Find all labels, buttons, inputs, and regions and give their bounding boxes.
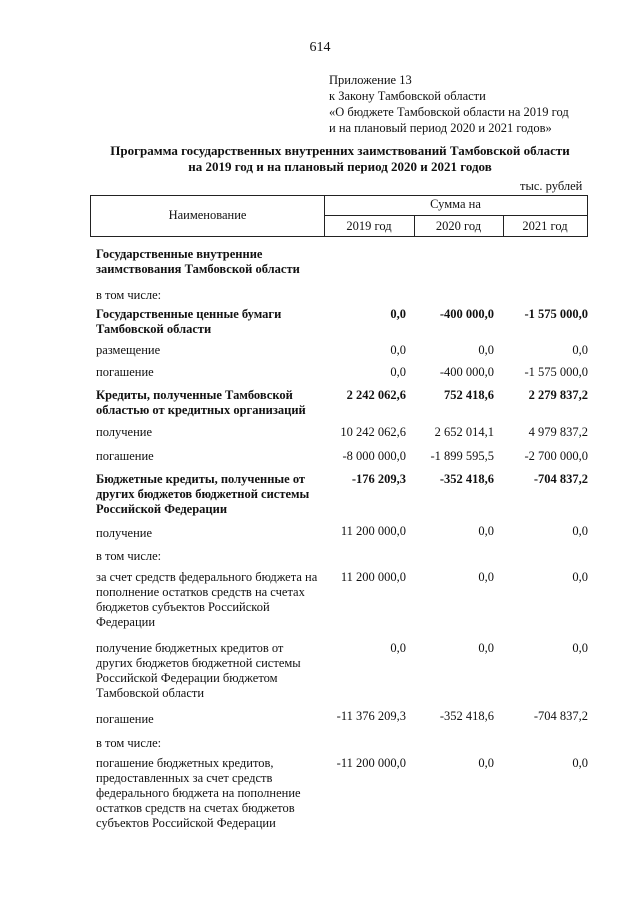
row-name: за счет средств федерального бюджета на пополнение остатков средств на счетах бюджетов субъектов Российской Федерации	[96, 570, 318, 629]
value-2021: -1 575 000,0	[524, 365, 588, 379]
row-name: получение	[96, 425, 153, 439]
page-number: 614	[309, 40, 331, 55]
value-2020: 0,0	[478, 343, 494, 357]
value-2021: 0,0	[572, 756, 588, 770]
row-name: погашение бюджетных кредитов, предоставленных за счет средств федерального бюджета на пополнение остатков средств на счетах бюджетов субъектов Российской Федерации	[96, 756, 301, 830]
row-name: в том числе:	[96, 549, 162, 563]
header-sum: Сумма на	[430, 197, 481, 211]
row-name: размещение	[96, 343, 161, 357]
appendix-line: «О бюджете Тамбовской области на 2019 год	[329, 105, 569, 119]
row-name: Государственные внутренние заимствования Тамбовской области	[96, 247, 300, 276]
units-label: тыс. рублей	[520, 179, 583, 193]
title-line-1: Программа государственных внутренних заимствований Тамбовской области	[110, 143, 570, 158]
value-2019: 0,0	[390, 365, 406, 379]
value-2021: 2 279 837,2	[528, 388, 588, 402]
document-title	[90, 143, 590, 175]
row-name: погашение	[96, 449, 154, 463]
value-2020: 0,0	[478, 756, 494, 770]
header-year: 2021 год	[522, 219, 568, 233]
value-2021: 0,0	[572, 641, 588, 655]
value-2020: -400 000,0	[439, 365, 494, 379]
header-divider	[324, 215, 587, 216]
row-name: Бюджетные кредиты, полученные от других бюджетов бюджетной системы Российской Федерации	[96, 472, 310, 516]
value-2021: 0,0	[572, 570, 588, 584]
appendix-line: к Закону Тамбовской области	[329, 89, 486, 103]
value-2021: 0,0	[572, 343, 588, 357]
value-2021: -704 837,2	[533, 709, 588, 723]
row-name: погашение	[96, 712, 154, 726]
row-name: в том числе:	[96, 736, 162, 750]
row-name: Государственные ценные бумаги Тамбовской области	[96, 307, 282, 336]
value-2020: 0,0	[478, 570, 494, 584]
row-name: получение бюджетных кредитов от других бюджетов бюджетной системы Российской Федерации бюджетом Тамбовской области	[96, 641, 301, 700]
value-2019: -8 000 000,0	[342, 449, 406, 463]
value-2020: -400 000,0	[439, 307, 494, 321]
value-2019: 0,0	[390, 343, 406, 357]
row-name: в том числе:	[96, 288, 162, 302]
header-year: 2020 год	[435, 219, 482, 233]
appendix-line: и на плановый период 2020 и 2021 годов»	[329, 121, 552, 135]
value-2021: 4 979 837,2	[528, 425, 588, 439]
table-header	[90, 195, 588, 237]
value-2020: -352 418,6	[439, 709, 494, 723]
value-2019: 10 242 062,6	[340, 425, 406, 439]
header-name: Наименование	[168, 208, 247, 222]
value-2019: -176 209,3	[351, 472, 406, 486]
row-name: погашение	[96, 365, 154, 379]
value-2021: -2 700 000,0	[524, 449, 588, 463]
row-name: получение	[96, 526, 153, 540]
value-2020: 2 652 014,1	[434, 425, 494, 439]
appendix-note	[329, 72, 569, 136]
row-name: Кредиты, полученные Тамбовской областью от кредитных организаций	[96, 388, 306, 417]
value-2020: 0,0	[478, 524, 494, 538]
value-2021: -704 837,2	[533, 472, 588, 486]
value-2020: -1 899 595,5	[430, 449, 494, 463]
value-2019: 0,0	[390, 641, 406, 655]
appendix-line: Приложение 13	[329, 73, 412, 87]
value-2020: 0,0	[478, 641, 494, 655]
value-2021: -1 575 000,0	[524, 307, 588, 321]
value-2021: 0,0	[572, 524, 588, 538]
value-2019: 2 242 062,6	[346, 388, 406, 402]
header-year: 2019 год	[346, 219, 392, 233]
value-2020: -352 418,6	[439, 472, 494, 486]
value-2019: -11 200 000,0	[336, 756, 406, 770]
title-line-2: на 2019 год и на плановый период 2020 и 2021 годов	[188, 159, 492, 174]
value-2020: 752 418,6	[444, 388, 494, 402]
value-2019: 11 200 000,0	[340, 524, 406, 538]
value-2019: -11 376 209,3	[336, 709, 406, 723]
value-2019: 0,0	[390, 307, 406, 321]
value-2019: 11 200 000,0	[340, 570, 406, 584]
